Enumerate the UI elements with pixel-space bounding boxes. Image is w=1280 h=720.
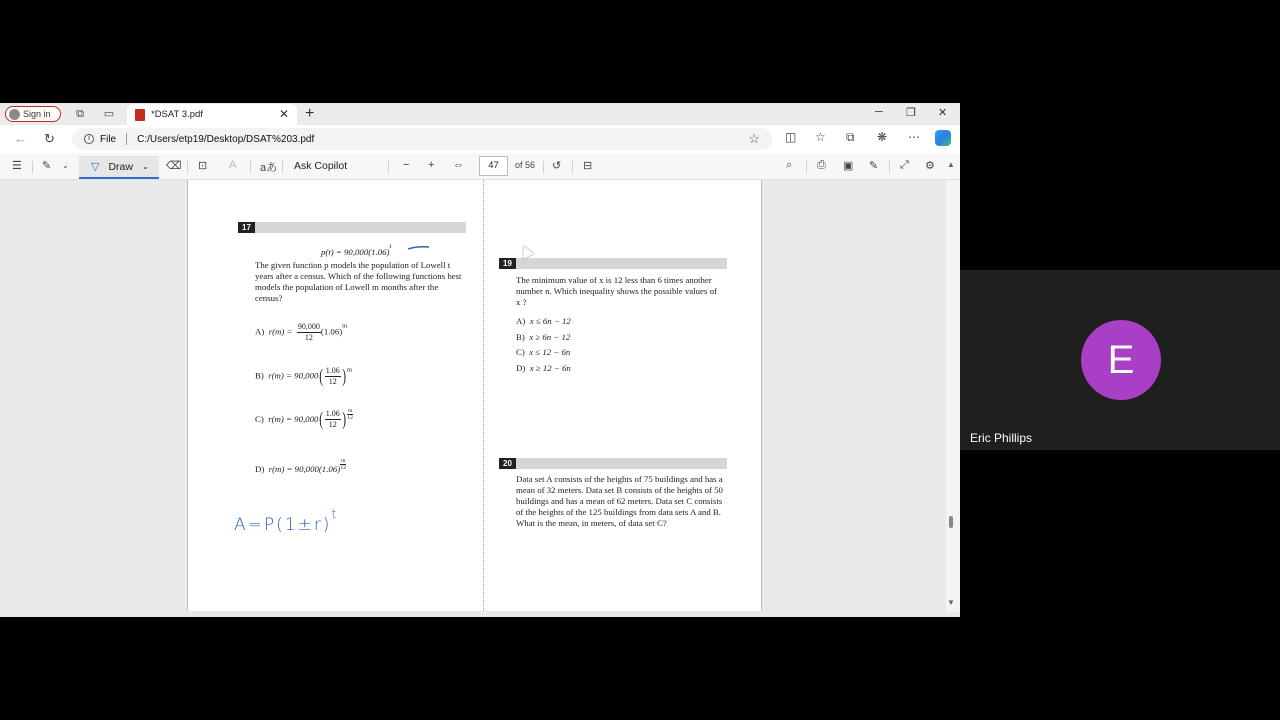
text-format-icon: A (229, 159, 237, 171)
question-19-number: 19 (499, 258, 516, 269)
search-icon[interactable]: ⌕ (786, 159, 793, 171)
participant-name: Eric Phillips (970, 431, 1033, 445)
numerator: 1.06 (325, 366, 340, 375)
contents-icon[interactable]: ☰ (12, 160, 22, 172)
denominator: 12 (328, 420, 337, 430)
handwritten-formula-text: A=P(1±r) (234, 515, 332, 535)
fraction (325, 366, 341, 387)
pen-icon: ▽ (91, 161, 100, 173)
choice-text: x ≥ 12 − 6n (529, 363, 571, 374)
choice-fn: r(m) = 90,000 (268, 414, 319, 424)
fit-width-icon[interactable]: ⇔ (453, 159, 464, 171)
save-icon[interactable]: ▣ (843, 160, 854, 172)
toolbar-divider (388, 161, 389, 173)
favorite-star-icon[interactable]: ☆ (748, 131, 760, 146)
copilot-icon[interactable] (935, 130, 951, 146)
minimize-icon[interactable]: ─ (875, 106, 883, 118)
address-divider (126, 133, 127, 145)
refresh-icon[interactable]: ↻ (44, 131, 55, 146)
pdf-toolbar (0, 153, 960, 180)
draw-label: Draw (108, 160, 133, 173)
scrollbar-thumb[interactable] (949, 516, 953, 528)
numerator: 90,000 (297, 322, 320, 331)
question-20-number: 20 (499, 458, 516, 469)
choice-label: B) (255, 370, 264, 381)
q19-prompt: The minimum value of x is 12 less than 6 times another number n. Which inequality shows the possible values of x ? (516, 275, 717, 307)
exponent: m (347, 366, 353, 374)
choice-label: A) (255, 326, 265, 337)
tab-title: *DSAT 3.pdf (151, 109, 203, 120)
exponent: m (342, 322, 348, 330)
toolbar-divider (187, 161, 188, 173)
extensions-icon[interactable]: ❋ (877, 130, 888, 144)
choice-label: C) (255, 414, 264, 424)
handwritten-exponent: t (331, 507, 339, 521)
address-prefix: File (100, 133, 117, 145)
pdf-file-icon (135, 109, 145, 121)
tab-dsat-pdf[interactable] (127, 104, 297, 125)
split-screen-icon[interactable]: ◫ (785, 130, 797, 144)
denominator: 12 (340, 465, 347, 471)
page-view-icon[interactable]: ⊟ (583, 160, 593, 172)
new-tab-icon[interactable]: + (305, 105, 315, 122)
rotate-icon[interactable]: ↺ (552, 160, 562, 172)
scroll-down-icon[interactable]: ▼ (947, 598, 955, 607)
denominator: 12 (304, 333, 313, 342)
choice-text: x ≥ 6n − 12 (529, 331, 571, 342)
q17-choice-a (255, 322, 347, 343)
handwritten-formula (234, 507, 338, 535)
q17-formula (321, 243, 391, 257)
fraction (325, 409, 341, 430)
page-total: of 56 (515, 160, 536, 170)
q19-choice (516, 316, 571, 327)
question-20-bar (499, 458, 727, 469)
info-icon[interactable]: i (84, 134, 94, 144)
choice-text: x ≤ 6n − 12 (529, 316, 571, 326)
choice-label: C) (516, 347, 525, 358)
toolbar-divider (889, 161, 890, 173)
browser-window (0, 103, 960, 617)
save-as-icon[interactable]: ✎ (869, 160, 879, 172)
restore-icon[interactable]: ❐ (906, 107, 916, 119)
participant-tile (960, 270, 1280, 450)
q19-choice (516, 347, 571, 358)
denominator: 12 (347, 415, 353, 421)
favorites-icon[interactable]: ☆ (815, 130, 826, 144)
ink-stroke (407, 244, 431, 252)
tab-actions-icon[interactable]: ▭ (103, 108, 115, 120)
profile-icon (9, 109, 20, 120)
q17-formula-exp: t (389, 243, 392, 250)
q17-choice-b: B) r(m) = 90,000( $\frac{1.06}{12}$ )$^m$ (255, 365, 353, 387)
question-17-number: 17 (238, 222, 255, 233)
highlight-icon[interactable]: ✎ (42, 160, 52, 172)
zoom-in-icon[interactable]: + (428, 159, 435, 171)
text-box-icon[interactable]: ⊡ (198, 160, 208, 172)
numerator: 1.06 (325, 409, 340, 419)
choice-label: B) (516, 331, 525, 342)
workspaces-icon[interactable]: ⧉ (76, 108, 84, 120)
close-window-icon[interactable]: ✕ (938, 107, 948, 119)
toolbar-divider (282, 161, 283, 173)
scrollbar[interactable] (946, 180, 960, 612)
zoom-out-icon[interactable]: − (403, 159, 410, 171)
q19-choice (516, 332, 571, 343)
scroll-up-icon[interactable]: ▲ (947, 160, 955, 169)
collections-icon[interactable]: ⧉ (846, 130, 855, 144)
choice-label: D) (255, 464, 265, 474)
address-bar[interactable] (72, 128, 772, 150)
choice-fn: r(m) = 90,000 (268, 370, 319, 381)
choice-label: A) (516, 316, 526, 326)
q17-choice-d (255, 458, 346, 474)
toolbar-divider (32, 161, 33, 173)
settings-icon[interactable]: ⚙ (925, 160, 935, 172)
question-19-bar (499, 258, 727, 269)
participant-avatar: E (1081, 320, 1161, 400)
question-17-bar (238, 222, 466, 233)
address-text: C:/Users/etp19/Desktop/DSAT%203.pdf (137, 133, 315, 145)
draw-button[interactable] (79, 156, 159, 179)
choice-text: x ≤ 12 − 6n (529, 347, 571, 358)
exponent-fraction (347, 408, 353, 421)
choice-label: D) (516, 363, 526, 374)
toolbar-divider (250, 161, 251, 173)
column-divider (483, 180, 484, 611)
q19-choice (516, 363, 571, 374)
numerator: m (341, 458, 346, 464)
choice-fn: r(m) = (268, 326, 293, 337)
toolbar-divider (543, 161, 544, 173)
numerator: m (348, 408, 353, 414)
q17-choice-c: C) r(m) = 90,000( $\frac{1.06}{12}$ ) $\frac{m}{12}$ (255, 408, 353, 430)
tab-bar (0, 103, 960, 125)
denominator: 12 (328, 377, 337, 386)
fraction (297, 322, 321, 343)
eraser-icon[interactable]: ⌫ (166, 160, 182, 172)
q20-prompt: Data set A consists of the heights of 75 buildings and has a mean of 32 meters. Data set B consists of the heights of 50 buildings and has a mean of 62 meters. Data set C consists of the heights of the 125 buildings from data sets A and B. What is the mean, in meters, of data set C? (516, 474, 723, 528)
toolbar-divider (806, 161, 807, 173)
choice-fn: r(m) = 90,000(1.06) (268, 464, 341, 474)
draw-chevron-icon: ⌄ (141, 162, 149, 171)
choice-tail: (1.06) (320, 326, 343, 337)
q17-prompt: The given function p models the population of Lowell t years after a census. Which of the following functions best models the population of Lowell m months after the census? (255, 260, 462, 303)
more-menu-icon[interactable]: ⋯ (908, 130, 920, 144)
pdf-page (187, 180, 762, 611)
highlight-chevron-icon[interactable]: ⌄ (62, 161, 69, 170)
print-icon[interactable]: ⎙ (817, 159, 826, 171)
q17-formula-text: p(t) = 90,000(1.06) (321, 247, 390, 257)
address-bar-row (0, 125, 960, 153)
close-tab-icon[interactable]: ✕ (278, 107, 289, 121)
page-number-input[interactable]: 47 (479, 156, 508, 176)
toolbar-divider (572, 161, 573, 173)
q19-choices (516, 316, 571, 374)
fullscreen-icon[interactable]: ⤢ (900, 159, 909, 171)
ask-copilot-button[interactable]: Ask Copilot (294, 160, 348, 172)
read-aloud-icon[interactable]: aあ (260, 162, 278, 174)
sign-in-button[interactable] (5, 106, 61, 122)
exponent-fraction (340, 458, 346, 471)
back-icon[interactable]: ← (14, 131, 27, 146)
sign-in-label: Sign in (23, 109, 51, 119)
